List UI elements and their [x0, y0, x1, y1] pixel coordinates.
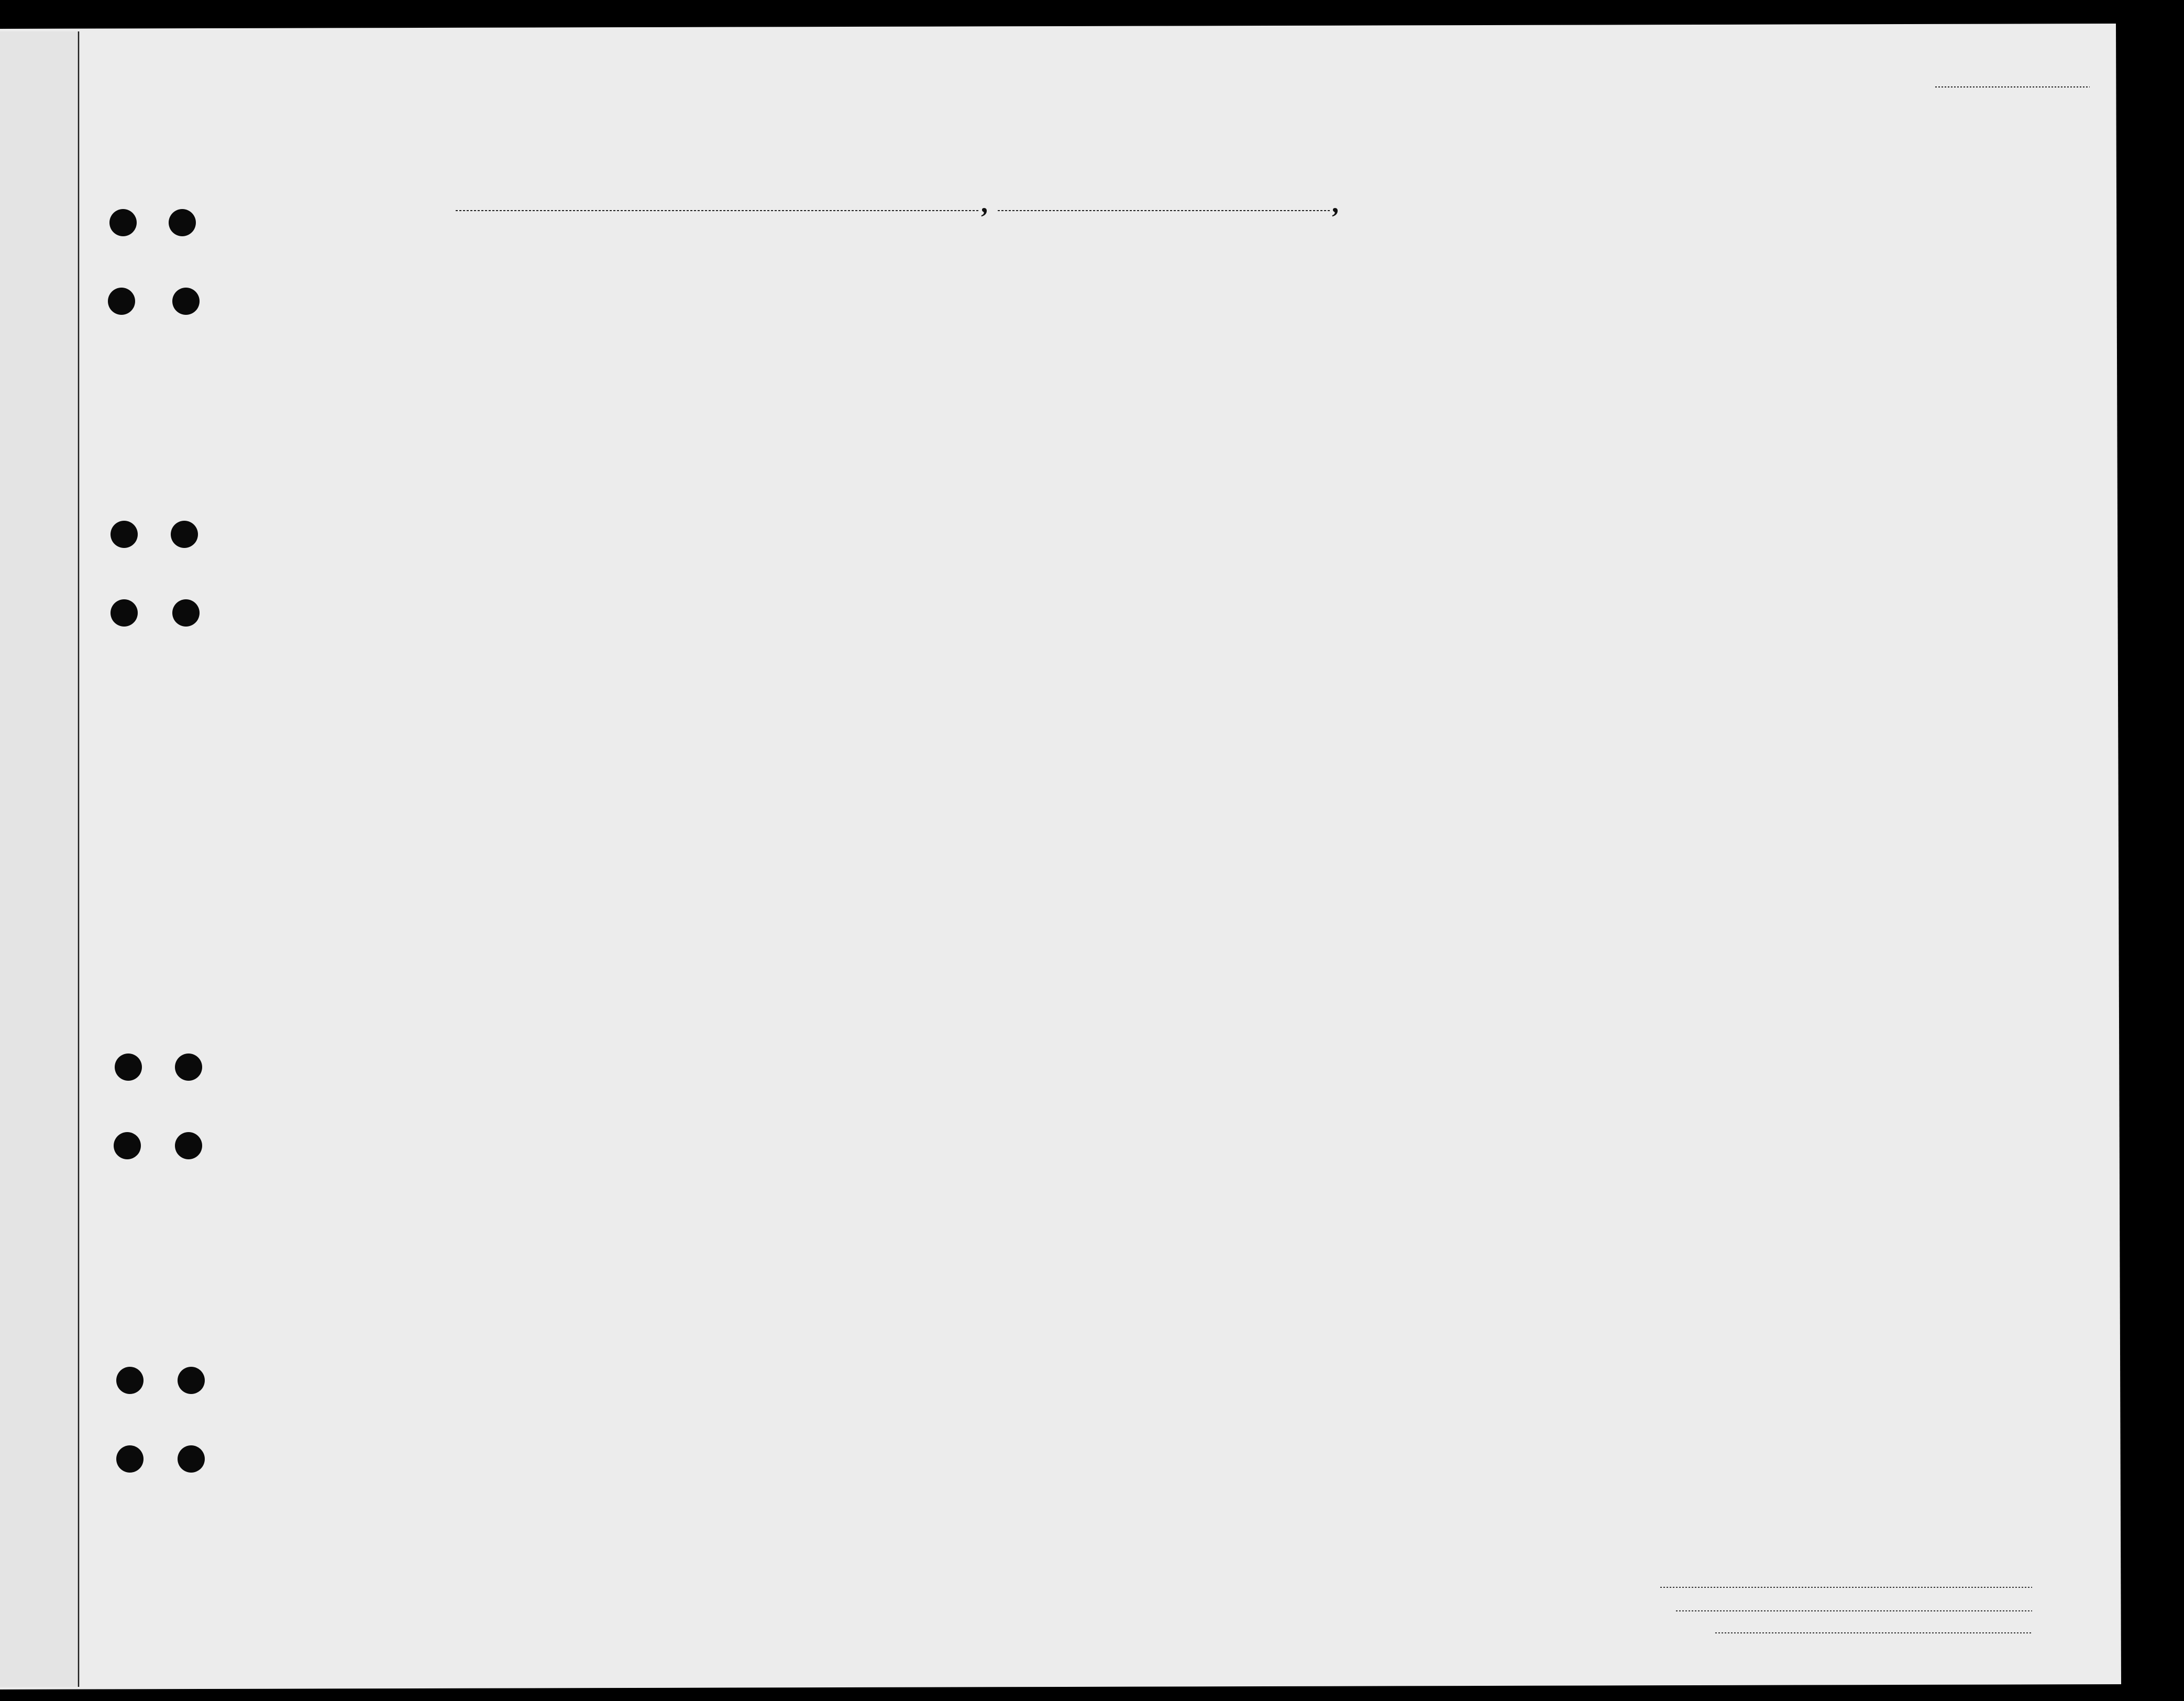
punch-hole: [169, 209, 196, 236]
comma-2: ,: [1333, 187, 1340, 218]
punch-hole: [178, 1367, 205, 1394]
punch-hole: [175, 1053, 202, 1081]
punch-hole: [109, 209, 137, 236]
punch-hole: [171, 521, 198, 548]
comma-1: ,: [982, 187, 989, 218]
punch-hole: [108, 288, 135, 315]
punch-hole: [116, 1367, 144, 1394]
punch-hole: [116, 1445, 144, 1473]
punch-hole: [114, 1132, 141, 1159]
punch-hole: [172, 288, 200, 315]
punch-hole: [111, 599, 138, 627]
punch-hole: [178, 1445, 205, 1473]
punch-hole: [115, 1053, 142, 1081]
punch-hole: [175, 1132, 202, 1159]
left-fold-strip: [0, 31, 79, 1687]
punch-hole: [172, 599, 200, 627]
paper-background: [0, 24, 2121, 1689]
punch-hole: [111, 521, 138, 548]
